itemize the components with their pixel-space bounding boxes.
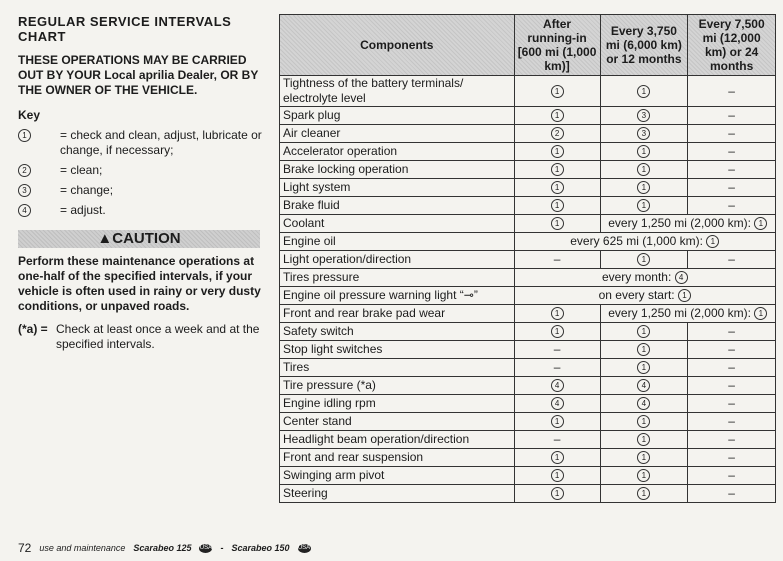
after-running-in-cell — [514, 449, 600, 467]
key-symbol — [18, 203, 60, 218]
service-intervals-table — [279, 14, 776, 503]
usa-badge-1: USA — [199, 544, 213, 551]
circled-number-icon: 1 — [706, 235, 719, 248]
table-row — [280, 269, 776, 287]
component-cell: Light operation/direction — [280, 251, 515, 269]
after-running-in-cell: – — [514, 341, 600, 359]
every-7500-cell: – — [688, 143, 776, 161]
component-cell: Air cleaner — [280, 125, 515, 143]
component-cell: Stop light switches — [280, 341, 515, 359]
circled-number-icon: 1 — [551, 487, 564, 500]
circled-number-icon: 4 — [551, 379, 564, 392]
key-text: = adjust. — [60, 203, 106, 217]
every-3750-cell — [600, 76, 688, 107]
key-text: = clean; — [60, 163, 103, 177]
every-3750-cell — [600, 197, 688, 215]
after-running-in-cell — [514, 197, 600, 215]
every-3750-cell — [600, 413, 688, 431]
component-cell: Tire pressure (*a) — [280, 377, 515, 395]
circled-number-icon: 2 — [551, 127, 564, 140]
circled-number-icon: 3 — [637, 109, 650, 122]
component-cell: Tires pressure — [280, 269, 515, 287]
after-running-in-cell — [514, 125, 600, 143]
every-3750-cell — [600, 341, 688, 359]
table-row — [280, 215, 776, 233]
every-3750-cell — [600, 179, 688, 197]
table-row — [280, 107, 776, 125]
component-cell: Tightness of the battery terminals/ electrolyte level — [280, 76, 515, 107]
note-text: Check at least once a week and at the specified intervals. — [56, 322, 260, 351]
after-running-in-cell — [514, 107, 600, 125]
component-cell: Spark plug — [280, 107, 515, 125]
intro-pre: THESE OPERATIONS MAY BE CARRIED OUT BY YOUR Local — [18, 53, 247, 82]
every-7500-cell: – — [688, 395, 776, 413]
page-footer — [18, 541, 311, 555]
circled-number-icon: 1 — [637, 343, 650, 356]
key-symbol — [18, 163, 60, 178]
every-3750-cell — [600, 449, 688, 467]
every-3750-cell — [600, 467, 688, 485]
every-7500-cell: – — [688, 341, 776, 359]
key-text: = check and clean, adjust, lubricate or change, if necessary; — [60, 128, 262, 157]
after-running-in-cell — [514, 413, 600, 431]
table-row — [280, 233, 776, 251]
circled-number-icon: 1 — [637, 415, 650, 428]
every-3750-cell — [600, 431, 688, 449]
every-7500-cell: – — [688, 197, 776, 215]
every-3750-cell — [600, 143, 688, 161]
note-key: (*a) = — [18, 322, 48, 336]
after-running-in-cell — [514, 395, 600, 413]
every-7500-cell: – — [688, 449, 776, 467]
key-list — [18, 128, 266, 218]
after-running-in-cell — [514, 179, 600, 197]
after-running-in-cell — [514, 467, 600, 485]
key-text: = change; — [60, 183, 114, 197]
circled-number-icon: 1 — [551, 325, 564, 338]
circled-number-icon: 1 — [551, 109, 564, 122]
key-item — [18, 163, 266, 178]
circled-number-icon: 4 — [675, 271, 688, 284]
component-cell: Front and rear brake pad wear — [280, 305, 515, 323]
footer-text: use and maintenance — [39, 543, 126, 553]
circled-number-icon: 1 — [551, 307, 564, 320]
component-cell: Swinging arm pivot — [280, 467, 515, 485]
circled-number-icon: 1 — [637, 181, 650, 194]
table-row — [280, 485, 776, 503]
circled-number-icon: 1 — [637, 451, 650, 464]
interval-span-cell: every 625 mi (1,000 km): 1 — [514, 233, 775, 251]
footer-model-2: Scarabeo 150 — [231, 543, 290, 553]
component-cell: Engine oil pressure warning light “⊸” — [280, 287, 515, 305]
circled-number-icon: 1 — [551, 163, 564, 176]
table-row — [280, 341, 776, 359]
component-cell: Light system — [280, 179, 515, 197]
circled-number-icon: 1 — [637, 487, 650, 500]
circled-number-icon: 1 — [18, 129, 31, 142]
interval-span-cell: every 1,250 mi (2,000 km): 1 — [600, 305, 775, 323]
left-column — [18, 14, 266, 352]
interval-span-cell: on every start: 1 — [514, 287, 775, 305]
circled-number-icon: 1 — [551, 199, 564, 212]
every-3750-cell — [600, 485, 688, 503]
brand-name: aprilia — [138, 68, 175, 82]
every-3750-cell — [600, 125, 688, 143]
circled-number-icon: 1 — [637, 163, 650, 176]
key-item — [18, 128, 266, 158]
header-after-running-in: After running-in [600 mi (1,000 km)] — [514, 15, 600, 76]
circled-number-icon: 3 — [637, 127, 650, 140]
key-item — [18, 203, 266, 218]
every-3750-cell — [600, 395, 688, 413]
table-row — [280, 161, 776, 179]
every-7500-cell: – — [688, 467, 776, 485]
circled-number-icon: 1 — [637, 469, 650, 482]
after-running-in-cell — [514, 76, 600, 107]
table-row — [280, 125, 776, 143]
circled-number-icon: 1 — [551, 451, 564, 464]
usa-badge-2: USA — [297, 544, 311, 551]
every-7500-cell: – — [688, 323, 776, 341]
circled-number-icon: 1 — [754, 217, 767, 230]
circled-number-icon: 4 — [551, 397, 564, 410]
after-running-in-cell — [514, 161, 600, 179]
component-cell: Brake fluid — [280, 197, 515, 215]
table-row — [280, 143, 776, 161]
after-running-in-cell: – — [514, 251, 600, 269]
interval-span-cell: every month: 4 — [514, 269, 775, 287]
every-3750-cell — [600, 107, 688, 125]
circled-number-icon: 1 — [551, 415, 564, 428]
key-symbol — [18, 183, 60, 198]
key-symbol — [18, 128, 60, 158]
component-cell: Engine idling rpm — [280, 395, 515, 413]
table-row — [280, 377, 776, 395]
table-row — [280, 251, 776, 269]
component-cell: Steering — [280, 485, 515, 503]
footer-separator: - — [220, 543, 224, 553]
table-row — [280, 287, 776, 305]
page-title: REGULAR SERVICE INTERVALS CHART — [18, 14, 232, 44]
table-row — [280, 179, 776, 197]
every-7500-cell: – — [688, 179, 776, 197]
table-row — [280, 197, 776, 215]
every-7500-cell: – — [688, 251, 776, 269]
table-row — [280, 449, 776, 467]
component-cell: Headlight beam operation/direction — [280, 431, 515, 449]
header-every-7500: Every 7,500 mi (12,000 km) or 24 months — [688, 15, 776, 76]
table-row — [280, 305, 776, 323]
circled-number-icon: 1 — [551, 469, 564, 482]
circled-number-icon: 1 — [637, 325, 650, 338]
after-running-in-cell — [514, 305, 600, 323]
table-row — [280, 76, 776, 107]
circled-number-icon: 1 — [551, 85, 564, 98]
circled-number-icon: 1 — [551, 145, 564, 158]
circled-number-icon: 1 — [637, 253, 650, 266]
table-row — [280, 323, 776, 341]
component-cell: Tires — [280, 359, 515, 377]
table-row — [280, 413, 776, 431]
every-3750-cell — [600, 359, 688, 377]
table-row — [280, 359, 776, 377]
circled-number-icon: 4 — [637, 397, 650, 410]
after-running-in-cell — [514, 485, 600, 503]
footer-model-1: Scarabeo 125 — [133, 543, 192, 553]
every-7500-cell: – — [688, 431, 776, 449]
circled-number-icon: 1 — [637, 85, 650, 98]
every-7500-cell: – — [688, 76, 776, 107]
after-running-in-cell: – — [514, 431, 600, 449]
component-cell: Engine oil — [280, 233, 515, 251]
every-7500-cell: – — [688, 125, 776, 143]
every-3750-cell — [600, 377, 688, 395]
table-header-row — [280, 15, 776, 76]
every-3750-cell — [600, 251, 688, 269]
after-running-in-cell — [514, 323, 600, 341]
circled-number-icon: 1 — [551, 181, 564, 194]
circled-number-icon: 3 — [18, 184, 31, 197]
table-row — [280, 395, 776, 413]
interval-span-cell: every 1,250 mi (2,000 km): 1 — [600, 215, 775, 233]
circled-number-icon: 1 — [551, 217, 564, 230]
circled-number-icon: 1 — [754, 307, 767, 320]
caution-text: Perform these maintenance operations at one-half of the specified intervals, if your vehicle is often used in rainy or very dusty conditions, or unpaved roads. — [18, 254, 261, 313]
circled-number-icon: 1 — [678, 289, 691, 302]
every-7500-cell: – — [688, 359, 776, 377]
circled-number-icon: 1 — [637, 361, 650, 374]
page-number: 72 — [18, 541, 32, 555]
component-cell: Safety switch — [280, 323, 515, 341]
circled-number-icon: 2 — [18, 164, 31, 177]
note — [18, 322, 266, 352]
table-row — [280, 431, 776, 449]
table-row — [280, 467, 776, 485]
circled-number-icon: 1 — [637, 433, 650, 446]
circled-number-icon: 4 — [18, 204, 31, 217]
intro-text — [18, 53, 266, 98]
every-7500-cell: – — [688, 107, 776, 125]
component-cell: Accelerator operation — [280, 143, 515, 161]
every-7500-cell: – — [688, 161, 776, 179]
after-running-in-cell — [514, 143, 600, 161]
header-components: Components — [280, 15, 515, 76]
key-title: Key — [18, 108, 41, 122]
component-cell: Front and rear suspension — [280, 449, 515, 467]
every-3750-cell — [600, 161, 688, 179]
after-running-in-cell: – — [514, 359, 600, 377]
every-7500-cell: – — [688, 377, 776, 395]
circled-number-icon: 1 — [637, 199, 650, 212]
caution-banner: ▲CAUTION — [18, 230, 260, 248]
intro-post: Dealer, OR BY THE OWNER OF THE VEHICLE. — [18, 68, 259, 97]
component-cell: Coolant — [280, 215, 515, 233]
component-cell: Brake locking operation — [280, 161, 515, 179]
after-running-in-cell — [514, 215, 600, 233]
every-7500-cell: – — [688, 485, 776, 503]
component-cell: Center stand — [280, 413, 515, 431]
after-running-in-cell — [514, 377, 600, 395]
circled-number-icon: 1 — [637, 145, 650, 158]
key-item — [18, 183, 266, 198]
header-every-3750: Every 3,750 mi (6,000 km) or 12 months — [600, 15, 688, 76]
every-3750-cell — [600, 323, 688, 341]
circled-number-icon: 4 — [637, 379, 650, 392]
every-7500-cell: – — [688, 413, 776, 431]
